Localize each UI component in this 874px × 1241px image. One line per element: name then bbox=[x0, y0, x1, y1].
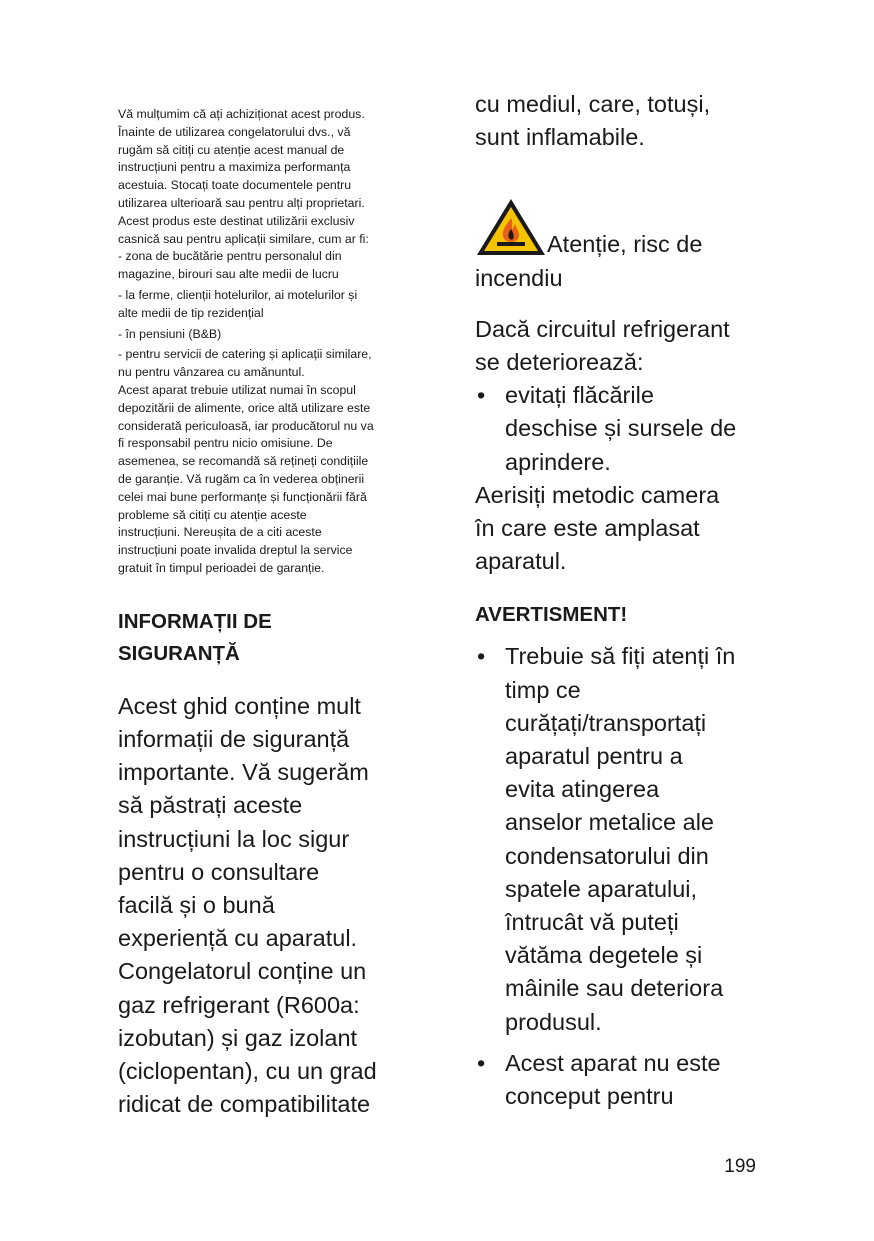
usage-line: - pentru servicii de catering și aplicații similare, bbox=[118, 347, 372, 362]
bullet-line: condensatorului din bbox=[505, 842, 709, 869]
closing-line: considerată periculoasă, iar producătorul nu va bbox=[118, 418, 374, 433]
body-line: să păstrați aceste bbox=[118, 792, 303, 819]
bullet-line: evita atingerea bbox=[505, 776, 660, 803]
closing-line: gratuit în timpul perioadei de garanție. bbox=[118, 560, 325, 575]
page-number: 199 bbox=[724, 1156, 756, 1177]
body-line: ridicat de compatibilitate bbox=[118, 1091, 371, 1118]
left-column bbox=[118, 106, 404, 1121]
fire-warning-line bbox=[475, 196, 760, 261]
usage-line: magazine, birouri sau alte medii de lucru bbox=[118, 267, 339, 282]
body-line: sunt inflamabile. bbox=[475, 124, 645, 151]
body-line: pentru o consultare bbox=[118, 858, 320, 885]
closing-line: instrucțiuni poate invalida dreptul la service bbox=[118, 543, 353, 558]
bullet-line: mâinile sau deteriora bbox=[505, 975, 724, 1002]
usage-line: - zona de bucătărie pentru personalul din bbox=[118, 249, 342, 264]
intro-line: instrucțiuni pentru a maximiza performanța bbox=[118, 160, 351, 175]
safety-body bbox=[118, 690, 404, 1122]
bullet-line: • evitați flăcările bbox=[505, 382, 654, 409]
bullet-item bbox=[475, 1047, 760, 1113]
intro-line: rugăm să citiți cu atenție acest manual de bbox=[118, 142, 345, 157]
bullet-line: spatele aparatului, bbox=[505, 875, 698, 902]
body-line: în care este amplasat bbox=[475, 515, 700, 542]
flammable-warning-icon bbox=[475, 196, 547, 258]
closing-line: fi responsabil pentru nicio omisiune. De bbox=[118, 436, 333, 451]
bullet-line: vătăma degetele și bbox=[505, 942, 703, 969]
intro-line: Vă mulțumim că ați achiziționat acest produs. bbox=[118, 107, 365, 121]
bullet-line: produsul. bbox=[505, 1008, 602, 1035]
body-line: Dacă circuitul refrigerant bbox=[475, 315, 730, 342]
closing-line: instrucțiuni. Nereușita de a citi aceste bbox=[118, 525, 322, 540]
body-line: gaz refrigerant (R600a: bbox=[118, 991, 360, 1018]
intro-line: Acest produs este destinat utilizării exclusiv bbox=[118, 213, 355, 228]
bullet-item bbox=[475, 379, 760, 479]
bullet-item bbox=[475, 640, 760, 1038]
usage-list-item bbox=[118, 326, 404, 344]
fire-warning-line: incendiu bbox=[475, 264, 563, 291]
closing-line: probleme să citiți cu atenție aceste bbox=[118, 507, 307, 522]
bullet-line: anselor metalice ale bbox=[505, 809, 714, 836]
closing-line: Acest aparat trebuie utilizat numai în scopul bbox=[118, 382, 356, 397]
usage-line: - în pensiuni (B&B) bbox=[118, 326, 222, 341]
avertisment-heading: AVERTISMENT! bbox=[475, 603, 628, 627]
bullet-line: deschise și sursele de bbox=[505, 415, 737, 442]
closing-line: celei mai bune performanțe și funcționării fără bbox=[118, 489, 367, 504]
bullet-line: timp ce bbox=[505, 676, 581, 703]
bullet-line: aparatul pentru a bbox=[505, 743, 683, 770]
bullet-line: curățați/transportați bbox=[505, 709, 707, 736]
bullet-line: conceput pentru bbox=[505, 1083, 674, 1110]
usage-line: alte medii de tip rezidențial bbox=[118, 305, 264, 320]
usage-list-item bbox=[118, 248, 404, 284]
bullet-line: • Acest aparat nu este bbox=[505, 1049, 721, 1076]
right-column bbox=[475, 88, 760, 1113]
intro-line: acestuia. Stocați toate documentele pentru bbox=[118, 178, 352, 193]
body-line: importante. Vă sugerăm bbox=[118, 759, 369, 786]
fire-warning bbox=[475, 196, 760, 294]
bullet-line: întrucât vă puteți bbox=[505, 909, 679, 936]
usage-line: nu pentru vânzarea cu amănuntul. bbox=[118, 365, 305, 380]
bullet-line: aprindere. bbox=[505, 448, 611, 475]
intro-line: utilizarea ulterioară sau pentru alți proprietari. bbox=[118, 195, 365, 210]
intro-line: Înainte de utilizarea congelatorului dvs., vă bbox=[118, 124, 351, 139]
intro-line: casnică sau pentru aplicații similare, cum ar fi: bbox=[118, 231, 369, 246]
section-title-line: SIGURANȚĂ bbox=[118, 641, 240, 665]
section-title-line: INFORMAȚII DE bbox=[118, 609, 272, 633]
usage-list-item bbox=[118, 346, 404, 382]
body-line: cu mediul, care, totuși, bbox=[475, 91, 711, 117]
body-line: instrucțiuni la loc sigur bbox=[118, 825, 350, 852]
body-line: experiență cu aparatul. bbox=[118, 925, 358, 952]
circuit-intro bbox=[475, 313, 760, 379]
body-line: facilă și o bună bbox=[118, 891, 275, 918]
closing-line: asemenea, se recomandă să rețineți condițiile bbox=[118, 454, 369, 469]
circuit-bullet-list bbox=[475, 379, 760, 479]
continued-text bbox=[475, 88, 760, 154]
bullet-line: • Trebuie să fiți atenți în bbox=[505, 643, 736, 670]
closing-line: de garanție. Vă rugăm ca în vederea obținerii bbox=[118, 471, 365, 486]
closing-paragraph bbox=[118, 382, 404, 578]
ventilate-text bbox=[475, 479, 760, 579]
body-line: izobutan) și gaz izolant bbox=[118, 1024, 358, 1051]
body-line: Congelatorul conține un bbox=[118, 958, 367, 985]
body-line: (ciclopentan), cu un grad bbox=[118, 1057, 377, 1084]
body-line: Acest ghid conține mult bbox=[118, 692, 361, 719]
intro-paragraph bbox=[118, 106, 404, 248]
body-line: aparatul. bbox=[475, 548, 567, 575]
fire-warning-text: Atenție, risc de bbox=[547, 231, 703, 258]
section-title bbox=[118, 606, 404, 670]
body-line: informații de siguranță bbox=[118, 725, 350, 752]
warning-bullet-list bbox=[475, 640, 760, 1113]
body-line: se deteriorează: bbox=[475, 349, 644, 376]
usage-line: - la ferme, clienții hotelurilor, ai motelurilor și bbox=[118, 287, 358, 302]
usage-list bbox=[118, 248, 404, 382]
body-line: Aerisiți metodic camera bbox=[475, 481, 720, 508]
closing-line: depozitării de alimente, orice altă utilizare este bbox=[118, 400, 371, 415]
usage-list-item bbox=[118, 287, 404, 323]
